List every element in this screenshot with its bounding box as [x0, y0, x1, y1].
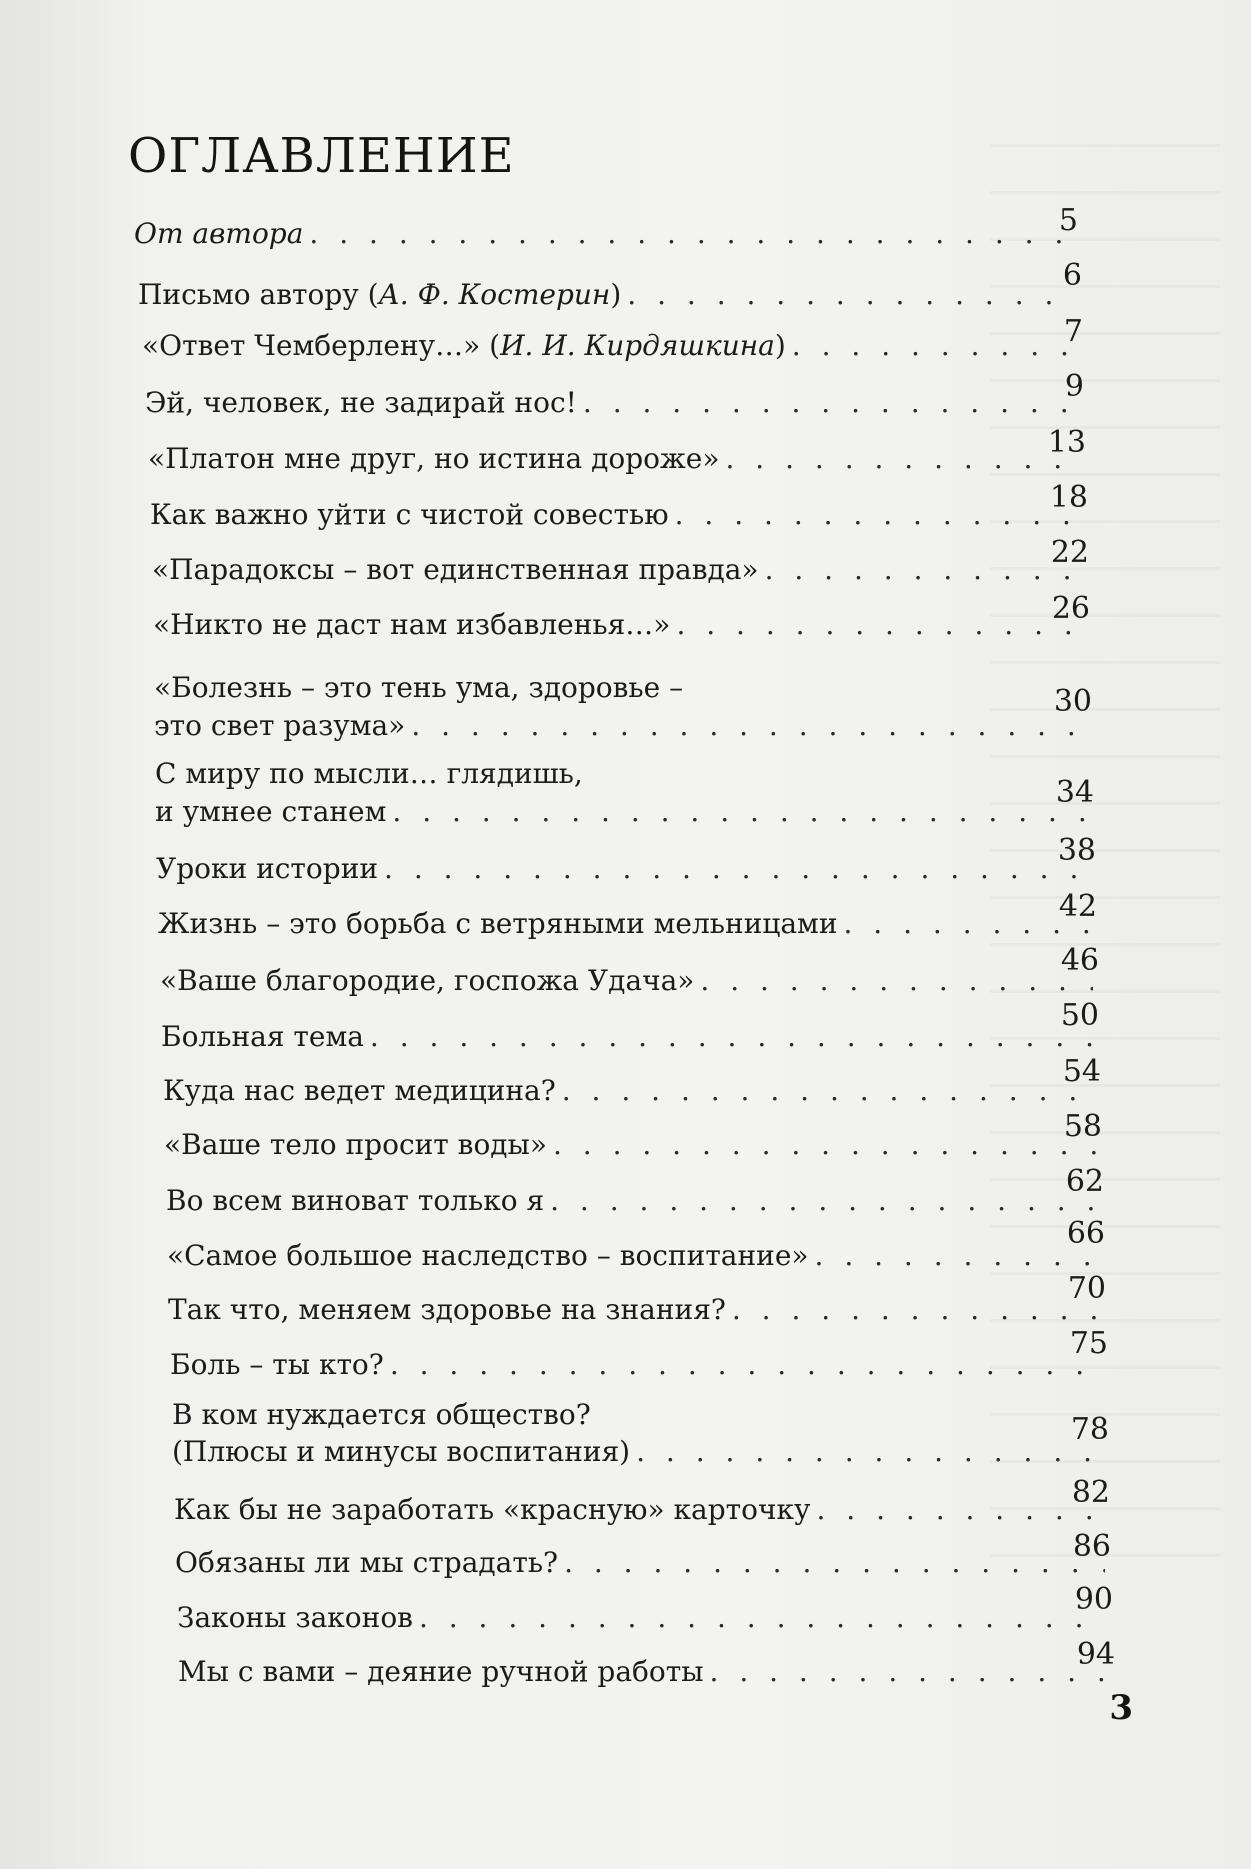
toc-entry-title: Письмо автору (А. Ф. Костерин) — [138, 278, 622, 311]
toc-entry-title: «Ваше тело просит воды» — [164, 1128, 547, 1161]
toc-page-number: 86 — [1072, 1529, 1111, 1564]
toc-page-number: 5 — [1058, 203, 1078, 238]
toc-page-number: 30 — [1053, 684, 1092, 719]
toc-entry — [167, 1216, 1105, 1285]
toc-entry-title: (Плюсы и минусы воспитания) — [172, 1435, 631, 1468]
leader-dots — [411, 709, 1086, 743]
toc-entry — [138, 249, 1082, 309]
toc-entry — [161, 998, 1099, 1067]
toc-page-number: 50 — [1060, 998, 1099, 1033]
toc-page-number: 18 — [1049, 480, 1088, 515]
toc-entry — [164, 1109, 1102, 1176]
toc-entry — [153, 591, 1090, 654]
toc-entry-title: Жизнь – это борьба с ветряными мельницами — [158, 907, 838, 940]
leader-dots — [583, 386, 1078, 420]
toc-entry — [142, 303, 1083, 363]
toc-entry-title: Эй, человек, не задирай нос! — [145, 386, 577, 419]
toc-entry — [158, 889, 1097, 955]
page-number: 3 — [1109, 1688, 1133, 1728]
toc-entry — [155, 755, 1094, 835]
toc-entry — [166, 1164, 1104, 1231]
toc-entry-title: Как важно уйти с чистой совестью — [150, 498, 669, 531]
toc-entry — [148, 425, 1086, 488]
toc-entry-title: и умнее станем — [155, 795, 387, 828]
toc-entry — [150, 480, 1088, 543]
leader-dots — [553, 1128, 1096, 1162]
toc-entry — [170, 1326, 1108, 1396]
toc-page-number: 6 — [1062, 258, 1082, 293]
toc-entry — [175, 1529, 1111, 1597]
leader-dots — [564, 1546, 1105, 1580]
toc-entry-title-line: В ком нуждается общество? — [172, 1398, 591, 1431]
leader-dots — [384, 852, 1090, 886]
toc-entry — [163, 1054, 1101, 1121]
toc-page-number: 70 — [1067, 1271, 1106, 1306]
toc-entry-title-line: С миру по мысли… глядишь, — [155, 757, 583, 790]
toc-entry-title: Уроки истории — [156, 852, 379, 885]
toc-entry — [134, 194, 1078, 254]
toc-page-number: 54 — [1062, 1054, 1101, 1089]
toc-entry-title: Боль – ты кто? — [170, 1348, 384, 1381]
leader-dots — [392, 795, 1088, 829]
toc-page-number: 38 — [1057, 833, 1096, 868]
toc-entry-title: Так что, меняем здоровье на знания? — [168, 1293, 726, 1326]
toc-entry — [168, 1271, 1106, 1340]
toc-page-number: 94 — [1076, 1637, 1115, 1672]
toc-entry-title: Обязаны ли мы страдать? — [175, 1546, 559, 1579]
toc-page-number: 90 — [1074, 1582, 1113, 1617]
toc-entry-title: Как бы не заработать «красную» карточку — [174, 1493, 811, 1526]
toc-entry-title: «Ответ Чемберлену…» (И. И. Кирдяшкина) — [142, 329, 786, 362]
toc-page-number: 26 — [1051, 591, 1090, 626]
leader-dots — [309, 217, 1072, 251]
toc-entry-title: Законы законов — [177, 1601, 413, 1634]
toc-entry-title: Куда нас ведет медицина? — [163, 1074, 556, 1107]
leader-dots — [370, 1020, 1093, 1054]
toc-entry-title: «Самое большое наследство – воспитание» — [167, 1239, 809, 1272]
leader-dots — [419, 1601, 1107, 1635]
toc-entry-title: «Ваше благородие, госпожа Удача» — [160, 964, 695, 997]
toc-entry-title: «Никто не даст нам избавленья…» — [153, 608, 671, 641]
leader-dots — [550, 1184, 1098, 1218]
toc-title: ОГЛАВЛЕНИЕ — [128, 128, 515, 184]
toc-page-number: 22 — [1050, 535, 1089, 570]
toc-page-number: 78 — [1070, 1412, 1109, 1447]
toc-entry-title: «Платон мне друг, но истина дороже» — [148, 442, 720, 475]
toc-page-number: 46 — [1060, 943, 1099, 978]
toc-entry-title: Мы с вами – деяние ручной работы — [178, 1655, 704, 1688]
toc-entry-title: это свет разума» — [154, 709, 406, 742]
toc-page-number: 7 — [1063, 314, 1083, 349]
toc-entry-title: Во всем виноват только я — [166, 1184, 545, 1217]
toc-page-number: 34 — [1055, 775, 1094, 810]
toc-entry — [152, 535, 1089, 599]
toc-page-number: 66 — [1066, 1216, 1105, 1251]
toc-page-number: 62 — [1065, 1164, 1104, 1199]
toc-entry-title: «Парадоксы – вот единственная правда» — [152, 553, 759, 586]
toc-entry-title-line: «Болезнь – это тень ума, здоровье – — [154, 671, 684, 704]
toc-page-number: 13 — [1047, 425, 1086, 460]
toc-entry — [172, 1398, 1109, 1478]
toc-entry — [145, 369, 1084, 434]
toc-entry — [177, 1582, 1113, 1650]
toc-entry — [178, 1637, 1115, 1705]
leader-dots — [390, 1348, 1102, 1382]
toc-page-number: 75 — [1069, 1326, 1108, 1361]
toc-entry — [160, 943, 1099, 1013]
toc-page-number: 58 — [1063, 1109, 1102, 1144]
leader-dots — [562, 1074, 1095, 1108]
toc-page-number: 42 — [1058, 889, 1097, 924]
leader-dots — [636, 1435, 1103, 1469]
toc-entry — [174, 1475, 1110, 1542]
toc-page-number: 82 — [1071, 1475, 1110, 1510]
toc-page-number: 9 — [1064, 369, 1084, 404]
toc-entry — [154, 668, 1092, 748]
toc-entry-title: Больная тема — [161, 1020, 364, 1053]
toc-entry-title: От автора — [134, 217, 304, 250]
